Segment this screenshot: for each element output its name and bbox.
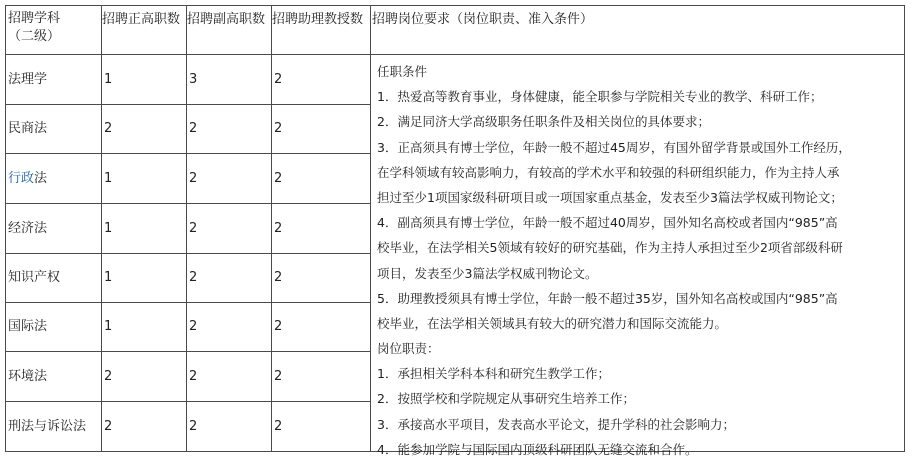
table-border-left	[5, 5, 6, 452]
asst-prof-count: 2	[274, 270, 283, 285]
full-prof-count: 1	[104, 270, 113, 285]
requirement-line: 4．能参加学院与国际国内顶级科研团队无缝交流和合作。	[377, 441, 698, 457]
full-prof-count: 1	[104, 170, 113, 186]
row-divider	[5, 351, 370, 352]
header-asst-prof: 招聘助理教授数	[272, 12, 364, 27]
assoc-prof-count: 2	[189, 319, 198, 334]
asst-prof-count: 2	[274, 170, 283, 186]
subject-cell: 法理学	[8, 71, 48, 87]
subject-rest: 法	[34, 170, 48, 186]
requirement-line: 在学科领域有较高影响力，有较高的学术水平和较强的科研组织能力，作为主持人承	[377, 164, 840, 180]
header-assoc-prof: 招聘副高职数	[187, 12, 266, 27]
row-divider	[5, 104, 370, 105]
asst-prof-count: 2	[274, 418, 283, 434]
row-divider	[5, 302, 370, 303]
full-prof-count: 2	[104, 368, 113, 384]
column-divider	[271, 5, 272, 452]
requirement-line: 1．热爱高等教育事业，身体健康，能全职参与学院相关专业的教学、科研工作；	[377, 89, 823, 105]
header-subject-line2: （二级）	[8, 29, 61, 44]
requirement-line: 4．副高须具有博士学位，年龄一般不超过40周岁，国外知名高校或者国内“985”高	[377, 215, 838, 231]
subject-cell: 经济法	[8, 220, 48, 236]
table-border-top	[5, 5, 905, 6]
asst-prof-count: 2	[274, 71, 283, 87]
subject-cell: 环境法	[8, 368, 48, 384]
requirement-line: 3．承接高水平项目，发表高水平论文，提升学科的社会影响力；	[377, 416, 735, 432]
subject-cell: 国际法	[8, 319, 48, 334]
assoc-prof-count: 2	[189, 170, 198, 186]
full-prof-count: 1	[104, 71, 113, 87]
full-prof-count: 1	[104, 319, 113, 334]
assoc-prof-count: 2	[189, 121, 198, 136]
header-full-prof: 招聘正高职数	[102, 12, 181, 27]
assoc-prof-count: 2	[189, 418, 198, 434]
column-divider	[186, 5, 187, 452]
full-prof-count: 2	[104, 121, 113, 136]
requirement-line: 2．按照学校和学院规定从事研究生培养工作；	[377, 391, 635, 407]
column-divider	[370, 5, 371, 452]
assoc-prof-count: 2	[189, 368, 198, 384]
requirement-line: 校毕业，在法学相关领域具有较大的研究潜力和国际交流能力。	[377, 315, 728, 331]
recruitment-table	[5, 5, 905, 457]
assoc-prof-count: 3	[189, 71, 198, 87]
full-prof-count: 2	[104, 418, 113, 434]
requirement-line: 岗位职责：	[377, 341, 440, 357]
requirement-line: 2．满足同济大学高级职务任职条件及相关岗位的具体要求；	[377, 114, 710, 130]
row-divider	[5, 153, 370, 154]
requirement-line: 5．助理教授须具有博士学位，年龄一般不超过35岁，国外知名高校或国内“985”高	[377, 290, 838, 306]
subject-link[interactable]: 行政	[8, 170, 35, 186]
asst-prof-count: 2	[274, 220, 283, 236]
requirement-line: 1．承担相关学科本科和研究生教学工作；	[377, 366, 610, 382]
asst-prof-count: 2	[274, 121, 283, 136]
requirement-line: 项目，发表至少3篇法学权威刊物论文。	[377, 265, 598, 281]
subject-cell	[8, 154, 47, 203]
row-divider	[5, 203, 370, 204]
requirement-line: 任职条件	[377, 64, 428, 79]
header-requirements: 招聘岗位要求（岗位职责、准入条件）	[372, 12, 594, 27]
header-divider	[5, 54, 905, 55]
requirement-line: 3．正高须具有博士学位，年龄一般不超过45周岁，有国外留学背景或国外工作经历，	[377, 139, 851, 155]
header-subject	[8, 6, 100, 58]
column-divider	[101, 5, 102, 452]
requirement-line: 校毕业，在法学相关5领域有较好的研究基础，作为主持人承担过至少2项省部级科研	[377, 240, 843, 256]
asst-prof-count: 2	[274, 368, 283, 384]
full-prof-count: 1	[104, 220, 113, 236]
header-subject-line1: 招聘学科	[8, 11, 61, 26]
requirement-line: 担过至少1项国家级科研项目或一项国家重点基金，发表至少3篇法学权威刊物论文；	[377, 189, 843, 205]
assoc-prof-count: 2	[189, 270, 198, 285]
assoc-prof-count: 2	[189, 220, 198, 236]
requirements-text	[377, 59, 907, 462]
subject-cell: 刑法与诉讼法	[8, 418, 87, 434]
subject-cell: 知识产权	[8, 270, 61, 285]
subject-cell: 民商法	[8, 121, 48, 136]
asst-prof-count: 2	[274, 319, 283, 334]
